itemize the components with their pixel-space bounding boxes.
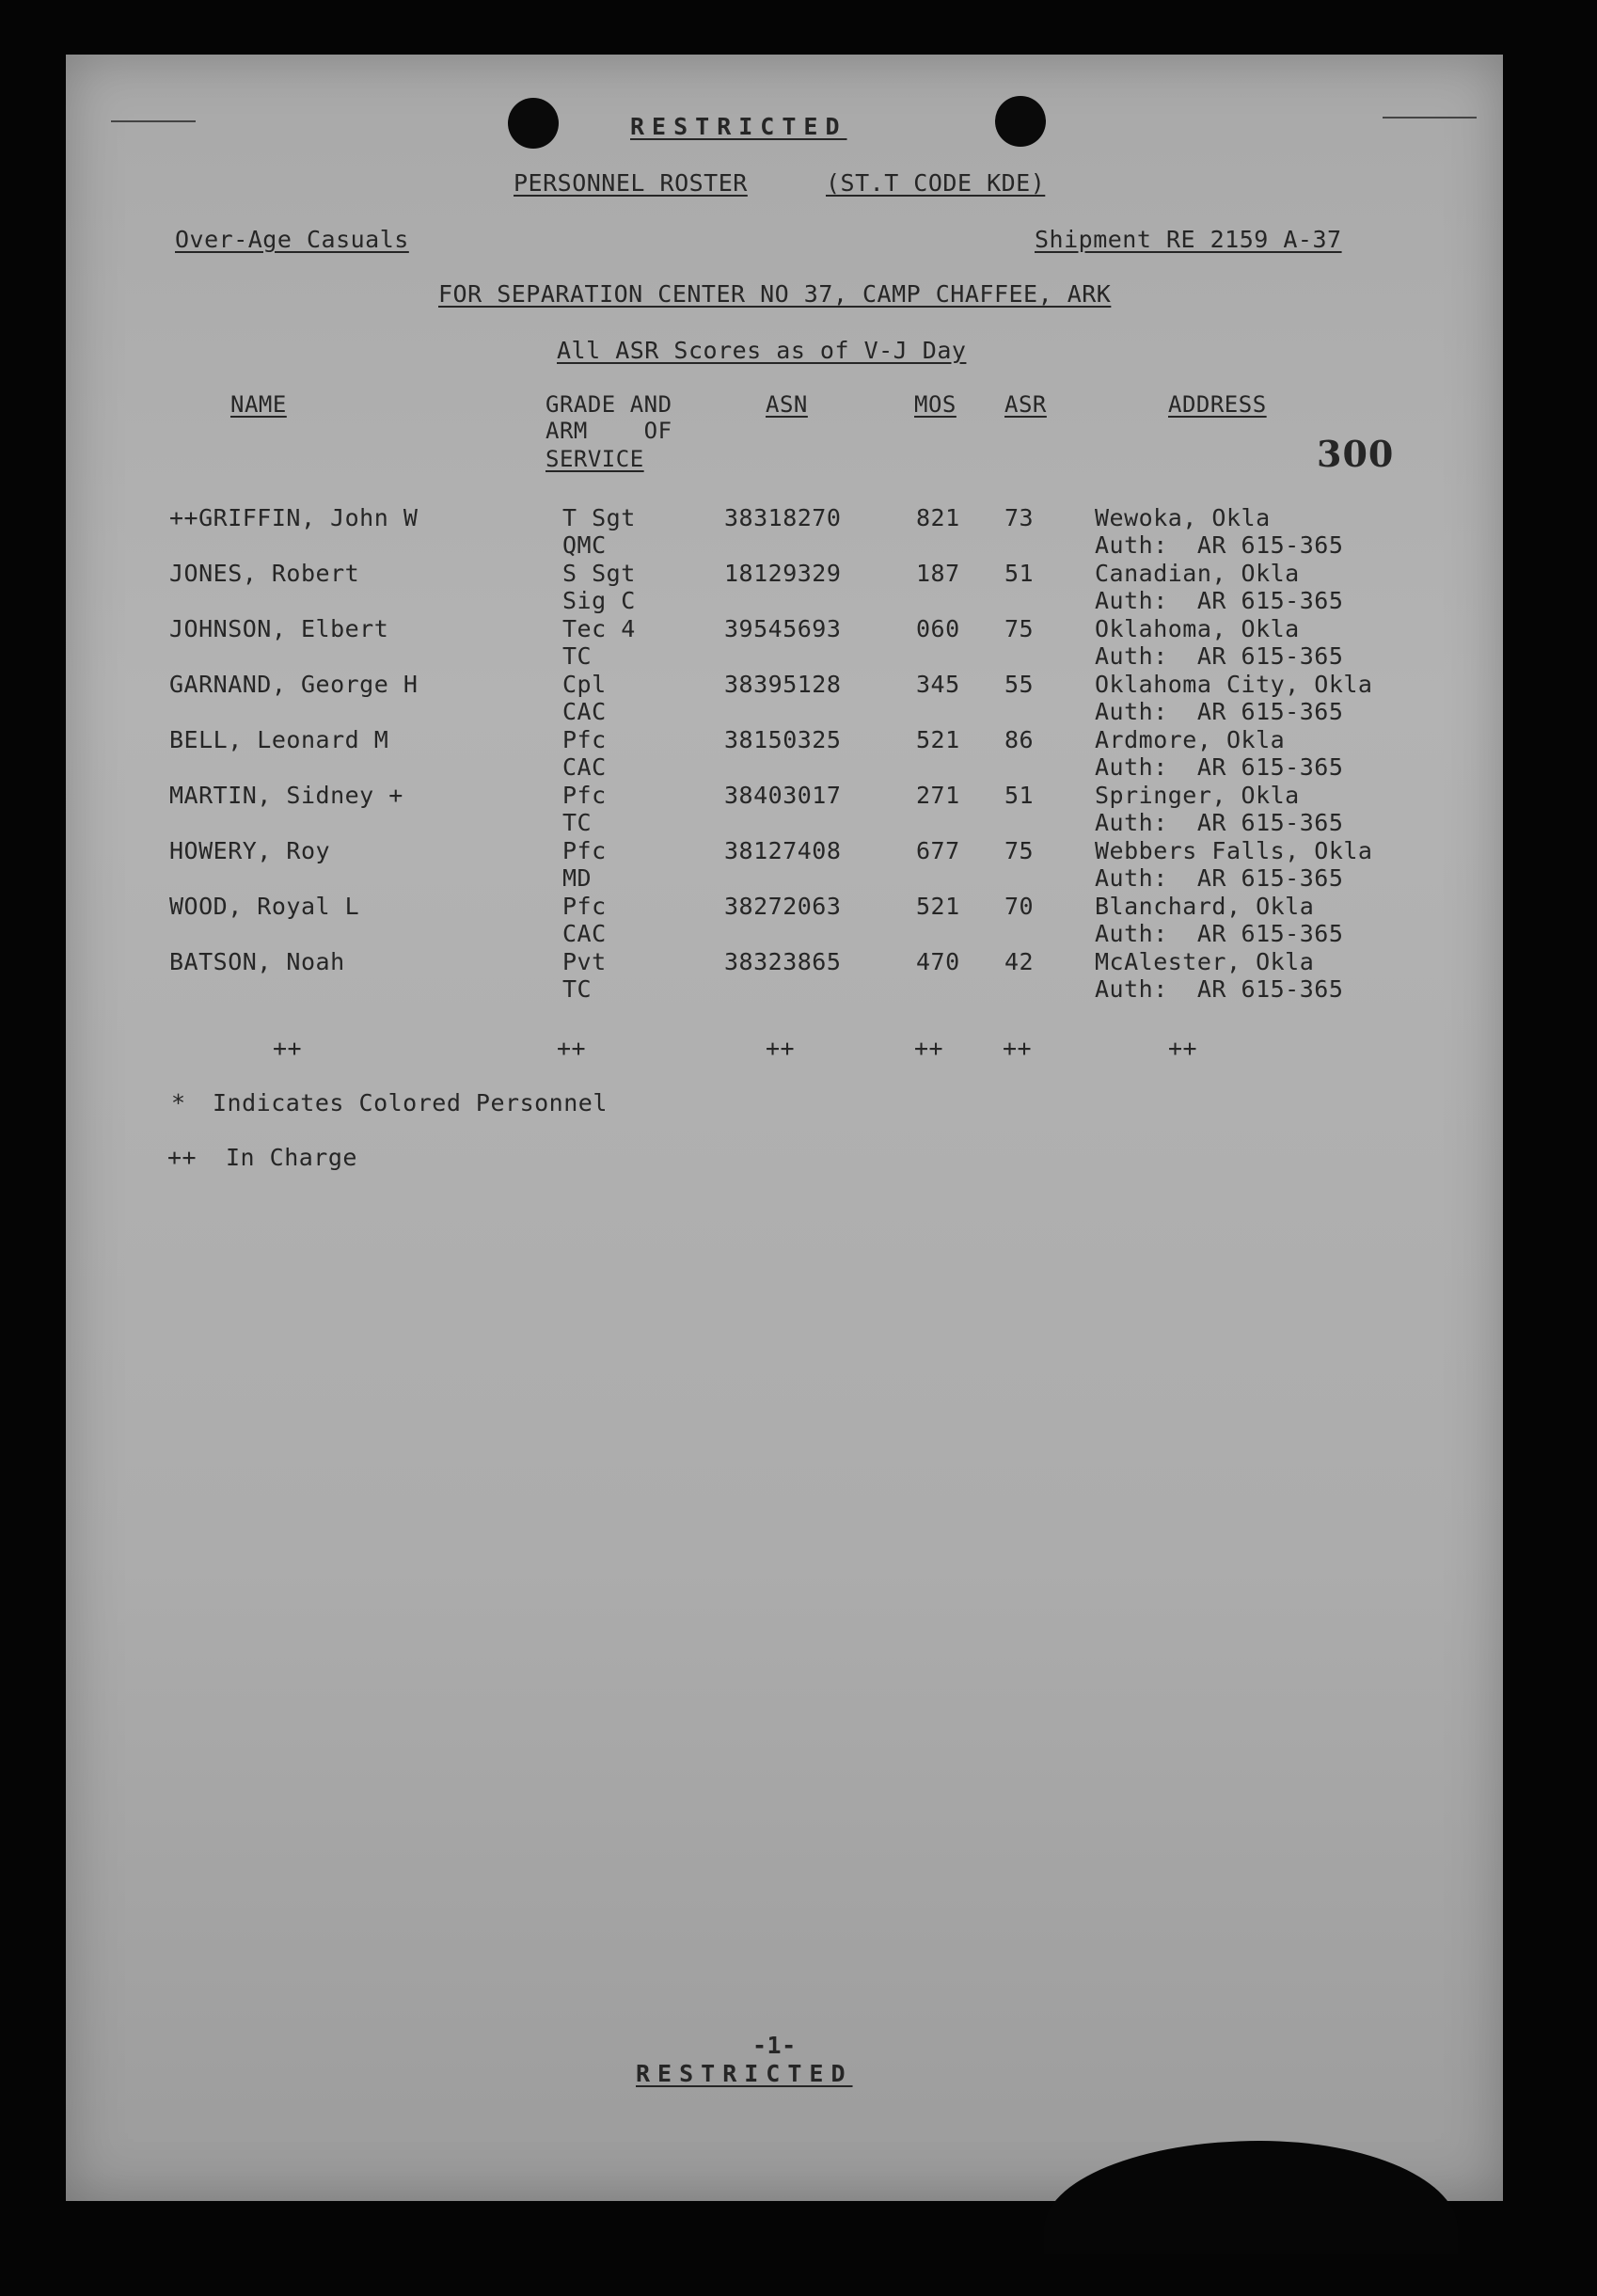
row-asn: 38318270 <box>724 504 842 531</box>
document-page <box>66 55 1503 2201</box>
row-asn: 38150325 <box>724 726 842 753</box>
row-auth: Auth: AR 615-365 <box>1095 753 1344 781</box>
table-row <box>66 893 1503 949</box>
row-auth: Auth: AR 615-365 <box>1095 698 1344 725</box>
margin-mark-left <box>111 120 196 122</box>
sheet-number: 300 <box>1317 433 1395 475</box>
legend-colored-text: Indicates Colored Personnel <box>213 1089 608 1116</box>
row-auth: Auth: AR 615-365 <box>1095 975 1344 1003</box>
row-mos: 677 <box>916 837 960 864</box>
col-grade-3: SERVICE <box>546 446 644 472</box>
row-asn: 38272063 <box>724 893 842 920</box>
roster-title: PERSONNEL ROSTER <box>514 169 748 197</box>
row-asr: 70 <box>1004 893 1035 920</box>
row-asn: 38127408 <box>724 837 842 864</box>
row-address: Oklahoma, Okla <box>1095 615 1300 642</box>
row-auth: Auth: AR 615-365 <box>1095 587 1344 614</box>
row-auth: Auth: AR 615-365 <box>1095 642 1344 670</box>
table-row <box>66 560 1503 616</box>
row-name: BELL, Leonard M <box>169 726 389 753</box>
row-arm: MD <box>562 864 593 892</box>
row-name: WOOD, Royal L <box>169 893 360 920</box>
row-mos: 345 <box>916 671 960 698</box>
row-grade: Pvt <box>562 948 607 975</box>
end-mark: ++ <box>914 1035 944 1062</box>
row-mos: 521 <box>916 893 960 920</box>
stat-code: (ST.T CODE KDE) <box>826 169 1046 197</box>
row-address: Webbers Falls, Okla <box>1095 837 1373 864</box>
row-asr: 75 <box>1004 837 1035 864</box>
row-mos: 060 <box>916 615 960 642</box>
end-mark: ++ <box>1003 1035 1033 1062</box>
shipment-number: Shipment RE 2159 A-37 <box>1035 226 1342 253</box>
row-asr: 73 <box>1004 504 1035 531</box>
row-name: GARNAND, George H <box>169 671 419 698</box>
margin-mark-right <box>1383 117 1477 119</box>
row-name: BATSON, Noah <box>169 948 345 975</box>
legend-charge-symbol: ++ <box>167 1144 198 1171</box>
row-arm: TC <box>562 975 593 1003</box>
row-asr: 75 <box>1004 615 1035 642</box>
classification-bottom: RESTRICTED <box>636 2060 853 2087</box>
row-asr: 86 <box>1004 726 1035 753</box>
col-name: NAME <box>230 391 287 418</box>
col-grade-1: GRADE AND <box>546 391 672 418</box>
row-asn: 38403017 <box>724 782 842 809</box>
row-address: Blanchard, Okla <box>1095 893 1315 920</box>
row-asn: 18129329 <box>724 560 842 587</box>
row-grade: T Sgt <box>562 504 636 531</box>
row-name: JOHNSON, Elbert <box>169 615 389 642</box>
row-grade: Pfc <box>562 782 607 809</box>
table-row <box>66 671 1503 727</box>
table-row <box>66 504 1503 561</box>
row-auth: Auth: AR 615-365 <box>1095 920 1344 947</box>
row-name: MARTIN, Sidney + <box>169 782 403 809</box>
row-arm: CAC <box>562 698 607 725</box>
table-row <box>66 948 1503 1005</box>
end-mark: ++ <box>273 1035 303 1062</box>
end-mark: ++ <box>557 1035 587 1062</box>
row-grade: Pfc <box>562 726 607 753</box>
table-row <box>66 615 1503 672</box>
punch-hole-right <box>995 96 1046 147</box>
row-mos: 821 <box>916 504 960 531</box>
col-address: ADDRESS <box>1168 391 1267 418</box>
row-asn: 39545693 <box>724 615 842 642</box>
row-name: HOWERY, Roy <box>169 837 331 864</box>
row-asn: 38395128 <box>724 671 842 698</box>
row-arm: TC <box>562 642 593 670</box>
row-asr: 42 <box>1004 948 1035 975</box>
row-address: Ardmore, Okla <box>1095 726 1286 753</box>
row-address: Springer, Okla <box>1095 782 1300 809</box>
row-asr: 55 <box>1004 671 1035 698</box>
row-grade: Tec 4 <box>562 615 636 642</box>
destination-line: FOR SEPARATION CENTER NO 37, CAMP CHAFFEE, ARK <box>438 280 1112 308</box>
torn-edge <box>1044 2141 1458 2254</box>
row-arm: CAC <box>562 753 607 781</box>
end-mark: ++ <box>1168 1035 1198 1062</box>
end-mark: ++ <box>766 1035 796 1062</box>
row-mos: 271 <box>916 782 960 809</box>
row-mos: 470 <box>916 948 960 975</box>
page-number: -1- <box>752 2032 797 2059</box>
row-grade: Pfc <box>562 893 607 920</box>
row-grade: Pfc <box>562 837 607 864</box>
group-label: Over-Age Casuals <box>175 226 409 253</box>
table-row <box>66 782 1503 838</box>
row-address: Oklahoma City, Okla <box>1095 671 1373 698</box>
row-arm: CAC <box>562 920 607 947</box>
row-auth: Auth: AR 615-365 <box>1095 864 1344 892</box>
scores-note: All ASR Scores as of V-J Day <box>557 337 967 364</box>
row-arm: Sig C <box>562 587 636 614</box>
table-row <box>66 726 1503 783</box>
table-row <box>66 837 1503 894</box>
legend-charge-text: In Charge <box>226 1144 357 1171</box>
row-grade: Cpl <box>562 671 607 698</box>
row-asr: 51 <box>1004 560 1035 587</box>
row-auth: Auth: AR 615-365 <box>1095 809 1344 836</box>
legend-colored-symbol: * <box>171 1089 186 1116</box>
classification-top: RESTRICTED <box>630 113 847 140</box>
row-address: McAlester, Okla <box>1095 948 1315 975</box>
col-asr: ASR <box>1004 391 1047 418</box>
row-auth: Auth: AR 615-365 <box>1095 531 1344 559</box>
col-asn: ASN <box>766 391 808 418</box>
row-grade: S Sgt <box>562 560 636 587</box>
row-address: Canadian, Okla <box>1095 560 1300 587</box>
row-mos: 521 <box>916 726 960 753</box>
row-address: Wewoka, Okla <box>1095 504 1271 531</box>
row-mos: 187 <box>916 560 960 587</box>
row-asr: 51 <box>1004 782 1035 809</box>
row-arm: QMC <box>562 531 607 559</box>
row-name: ++GRIFFIN, John W <box>169 504 419 531</box>
col-mos: MOS <box>914 391 957 418</box>
col-grade-2: ARM OF <box>546 418 672 444</box>
row-arm: TC <box>562 809 593 836</box>
row-asn: 38323865 <box>724 948 842 975</box>
row-name: JONES, Robert <box>169 560 360 587</box>
punch-hole-left <box>508 98 559 149</box>
